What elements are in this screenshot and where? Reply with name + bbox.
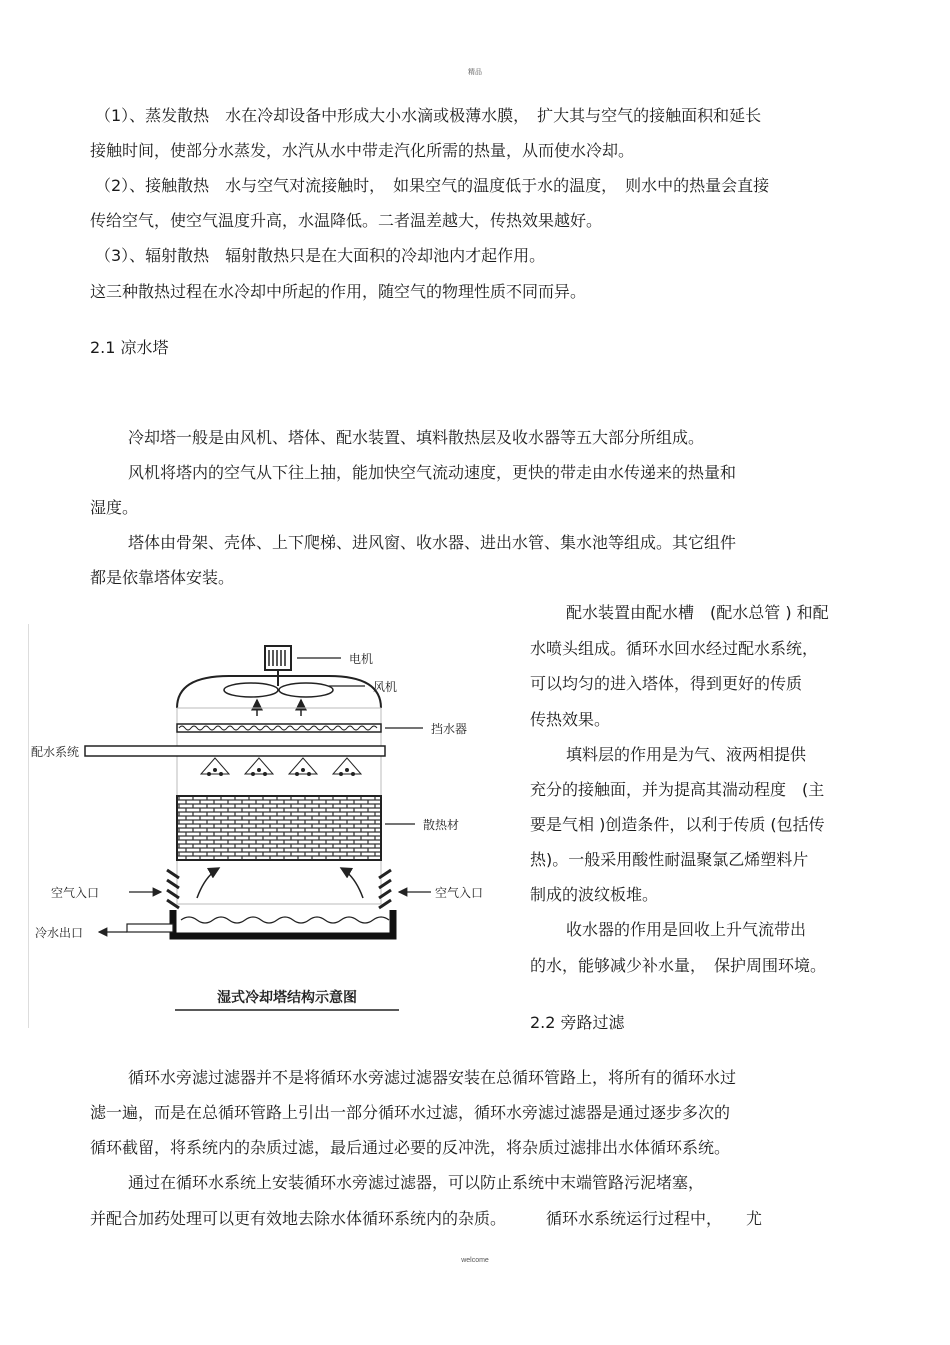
- paragraph-fan-line1: 风机将塔内的空气从下往上抽，能加快空气流动速度，更快的带走由水传递来的热量和: [128, 463, 737, 482]
- paragraph-body-line2: 都是依靠塔体安装。: [90, 568, 235, 587]
- paragraph-evaporation-line1: （1）、蒸发散热 水在冷却设备中形成大小水滴或极薄水膜， 扩大其与空气的接触面积和延长: [95, 106, 762, 125]
- paragraph-install-line1: 通过在循环水系统上安装循环水旁滤过滤器，可以防止系统中末端管路污泥堵塞，: [128, 1173, 705, 1192]
- paragraph-distribution-line2: 水喷头组成。循环水回水经过配水系统，: [530, 639, 819, 658]
- label-cold-water-outlet: 冷水出口: [35, 926, 84, 940]
- paragraph-body-line1: 塔体由骨架、壳体、上下爬梯、进风窗、收水器、进出水管、集水池等组成。其它组件: [128, 533, 737, 552]
- label-fill-media: 散热材: [423, 818, 460, 832]
- label-drift-eliminator: 挡水器: [431, 722, 468, 736]
- label-air-inlet-left: 空气入口: [51, 886, 100, 900]
- paragraph-fan-line2: 湿度。: [90, 498, 139, 517]
- page-header-mark: 精品: [468, 69, 482, 76]
- section-heading-2-1: 2.1 凉水塔: [90, 338, 169, 357]
- label-fan: 风机: [373, 680, 398, 694]
- distribution-pipe: [85, 746, 385, 756]
- paragraph-eliminator-line1: 收水器的作用是回收上升气流带出: [566, 920, 807, 939]
- paragraph-contact-line2: 传给空气，使空气温度升高，水温降低。二者温差越大，传热效果越好。: [90, 211, 603, 230]
- paragraph-distribution-line3: 可以均匀的进入塔体，得到更好的传质: [530, 674, 803, 693]
- paragraph-distribution-line1: 配水装置由配水槽 (配水总管 ) 和配: [566, 603, 829, 622]
- paragraph-fill-line5: 制成的波纹板堆。: [530, 885, 659, 904]
- paragraph-summary: 这三种散热过程在水冷却中所起的作用，随空气的物理性质不同而异。: [90, 282, 587, 301]
- cooling-tower-diagram: [28, 624, 517, 1028]
- page-footer-mark: welcome: [461, 1257, 489, 1264]
- label-air-inlet-right: 空气入口: [435, 886, 484, 900]
- paragraph-evaporation-line2: 接触时间，使部分水蒸发，水汽从水中带走汽化所需的热量，从而使水冷却。: [90, 141, 635, 160]
- fan-blade: [224, 683, 278, 697]
- label-motor: 电机: [349, 652, 374, 666]
- paragraph-bypass-line1: 循环水旁滤过滤器并不是将循环水旁滤过滤器安装在总循环管路上，将所有的循环水过: [128, 1068, 737, 1087]
- paragraph-fill-line4: 热)。一般采用酸性耐温聚氯乙烯塑料片: [530, 850, 809, 869]
- paragraph-bypass-line3: 循环截留，将系统内的杂质过滤，最后通过必要的反冲洗，将杂质过滤排出水体循环系统。: [90, 1138, 731, 1157]
- paragraph-fill-line1: 填料层的作用是为气、液两相提供: [566, 745, 807, 764]
- figure-caption: 湿式冷却塔结构示意图: [217, 990, 357, 1006]
- paragraph-tower-components: 冷却塔一般是由风机、塔体、配水装置、填料散热层及收水器等五大部分所组成。: [128, 428, 705, 447]
- paragraph-install-line2: 并配合加药处理可以更有效地去除水体循环系统内的杂质。 循环水系统运行过程中， 尤: [90, 1209, 763, 1228]
- paragraph-radiation: （3）、辐射散热 辐射散热只是在大面积的冷却池内才起作用。: [95, 246, 546, 265]
- paragraph-fill-line2: 充分的接触面，并为提高其湍动程度 (主: [530, 780, 825, 799]
- paragraph-distribution-line4: 传热效果。: [530, 710, 611, 729]
- paragraph-fill-line3: 要是气相 )创造条件，以利于传质 (包括传: [530, 815, 825, 834]
- paragraph-contact-line1: （2）、接触散热 水与空气对流接触时， 如果空气的温度低于水的温度， 则水中的热量会直接: [95, 176, 770, 195]
- paragraph-eliminator-line2: 的水，能够减少补水量， 保护周围环境。: [530, 956, 827, 975]
- section-heading-2-2: 2.2 旁路过滤: [530, 1013, 625, 1032]
- paragraph-bypass-line2: 滤一遍，而是在总循环管路上引出一部分循环水过滤，循环水旁滤过滤器是通过逐步多次的: [90, 1103, 731, 1122]
- fill-media: [177, 796, 381, 860]
- label-distribution-system: 配水系统: [31, 745, 80, 759]
